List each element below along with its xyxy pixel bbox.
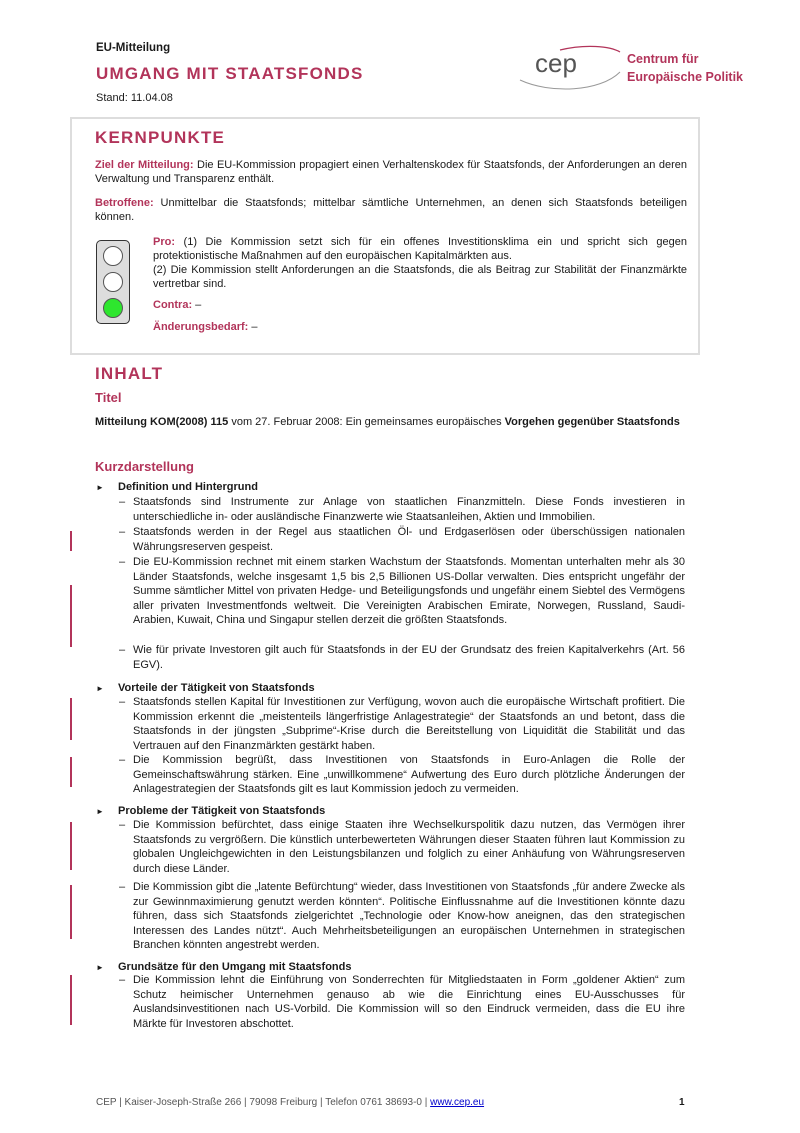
- traffic-light-icon: [96, 240, 130, 324]
- list-item: – Wie für private Investoren gilt auch für Staatsfonds in der EU der Grundsatz des freien Kapitalverkehrs (Art. 56 EGV).: [119, 644, 685, 671]
- section-heading-definition: ► Definition und Hintergrund: [96, 481, 258, 493]
- list-item: – Die Kommission begrüßt, dass Investitionen von Staatsfonds in Euro-Anlagen die Rolle der Gemeinschaftswährung stärken. Eine „unwillkommene“ Aufwertung des Euro durch plötzliche Änderungen der Anlagestrategien der Staatsfonds gilt es laut Kommission jedoch zu vermeiden.: [119, 754, 685, 795]
- footer: [96, 1097, 484, 1108]
- ziel-paragraph: [95, 158, 687, 186]
- betroffene-label: Betroffene:: [95, 197, 154, 209]
- titel-heading: Titel: [95, 390, 122, 405]
- betroffene-text: Unmittelbar die Staatsfonds; mittelbar sämtliche Unternehmen, an denen sich Staatsfonds beteiligen können.: [95, 197, 687, 223]
- traffic-light-middle: [103, 272, 123, 292]
- logo-text: cep: [535, 48, 577, 78]
- aenderung-text: –: [248, 321, 258, 333]
- section-heading-grundsaetze: ► Grundsätze für den Umgang mit Staatsfonds: [96, 961, 352, 973]
- contra-paragraph: [153, 298, 201, 312]
- traffic-light-top: [103, 246, 123, 266]
- aenderung-label: Änderungsbedarf:: [153, 321, 249, 333]
- organization-name: [627, 50, 743, 86]
- section-heading-vorteile: ► Vorteile der Tätigkeit von Staatsfonds: [96, 682, 315, 694]
- list-item: – Die EU-Kommission rechnet mit einem starken Wachstum der Staatsfonds. Momentan unterhalten mehr als 30 Länder Staatsfonds, welche insgesamt 1,5 bis 2,5 Billionen US-Dollar verwalten. Dies entspricht ungefähr der Summe sämtlicher Mittel von privaten Hedge- und Beteiligungsfonds und ungefähr einem Siebtel des Vermögens aller privaten Investmentfonds weltweit. Die Vereinigten Arabischen Emirate, Norwegen, Russland, Saudi-Arabien, Kuwait, China und Singapur stellen derzeit die größten Staatsfonds.: [119, 556, 685, 626]
- ziel-label: Ziel der Mitteilung:: [95, 159, 194, 171]
- pro-text-2: (2) Die Kommission stellt Anforderungen an die Staatsfonds, die als Beitrag zur Stabilität der Finanzmärkte vertretbar sind.: [153, 264, 687, 290]
- list-item: – Die Kommission gibt die „latente Befürchtung“ wieder, dass Investitionen von Staatsfonds „für andere Zwecke als zur Gewinnmaximierung genutzt werden könnten“. Politische Einflussnahme auf die Investitionen könnte dazu führen, dass sich Staatsfonds zielgerichtet „Technologie oder Know-how aneignen, das den strategischen Interessen des Landes nützt“. Auch Mehrheitsbeteiligungen an europäischen Unternehmen in strategischen Branchen könnten angestrebt werden.: [119, 881, 685, 951]
- kernpunkte-title: KERNPUNKTE: [95, 128, 226, 147]
- pro-label: Pro:: [153, 236, 175, 248]
- contra-text: –: [192, 299, 202, 311]
- change-bar: [70, 975, 72, 1025]
- document-date: Stand: 11.04.08: [96, 92, 173, 104]
- titel-paragraph: [95, 415, 687, 429]
- inhalt-title: INHALT: [95, 364, 164, 383]
- list-item: – Die Kommission lehnt die Einführung von Sonderrechten für Mitgliedstaaten in Form „goldener Aktien“ zum Schutz heimischer Unternehmen genauso ab wie die Einrichtung eines EU-Ausschusses für Auslandsinvestitionen nach US-Vorbild. Die Kommission will so den Eindruck vermeiden, dass die EU ihre Märkte für Investoren abschottet.: [119, 974, 685, 1030]
- document-type: EU-Mitteilung: [96, 42, 171, 54]
- change-bar: [70, 757, 72, 787]
- aenderung-paragraph: [153, 320, 258, 334]
- titel-bold-2: Vorgehen gegenüber Staatsfonds: [504, 416, 680, 428]
- footer-address: CEP | Kaiser-Joseph-Straße 266 | 79098 Freiburg | Telefon 0761 38693-0 |: [96, 1097, 431, 1108]
- betroffene-paragraph: [95, 196, 687, 224]
- pro-paragraph: [153, 235, 687, 291]
- org-line-1: Centrum für: [627, 52, 699, 66]
- kurzdarstellung-heading: Kurzdarstellung: [95, 459, 194, 474]
- change-bar: [70, 885, 72, 939]
- org-line-2: Europäische Politik: [627, 70, 744, 84]
- traffic-light-bottom: [103, 298, 123, 318]
- pro-text-1: (1) Die Kommission setzt sich für ein offenes Investitionsklima ein und spricht sich gegen protektionistische Maßnahmen auf den europäischen Kapitalmärkten aus.: [153, 236, 687, 262]
- list-item: – Die Kommission befürchtet, dass einige Staaten ihre Wechselkurspolitik dazu nutzen, das Vermögen ihrer Staatsfonds zu vergrößern. Die künstlich unterbewerteten Währungen dieser Staaten führen laut Kommission zu globalen Ungleichgewichten in den Leistungsbilanzen und folglich zu einer Anhäufung von Währungsreserven durch diese Länder.: [119, 819, 685, 875]
- change-bar: [70, 585, 72, 647]
- change-bar: [70, 531, 72, 551]
- change-bar: [70, 698, 72, 740]
- contra-label: Contra:: [153, 299, 193, 311]
- change-bar: [70, 822, 72, 870]
- titel-normal: vom 27. Februar 2008: Ein gemeinsames europäisches: [228, 416, 505, 428]
- document-title: UMGANG MIT STAATSFONDS: [96, 64, 364, 83]
- footer-link[interactable]: www.cep.eu: [430, 1097, 485, 1108]
- titel-bold-1: Mitteilung KOM(2008) 115: [95, 416, 229, 428]
- ziel-text: Die EU-Kommission propagiert einen Verhaltenskodex für Staatsfonds, der Anforderungen an deren Verwaltung und Transparenz enthält.: [95, 159, 687, 185]
- list-item: – Staatsfonds stellen Kapital für Investitionen zur Verfügung, wovon auch die europäische Wirtschaft profitiert. Die Kommission erkennt die „meistenteils längerfristige Anlagestrategie“ der Staatsfonds an und betont, dass die Staatsfonds in der jüngsten „Subprime“-Krise durch die Bereitstellung von Liquidität die Stabilität und das Vertrauen auf den Finanzmärkten gestärkt haben.: [119, 696, 685, 752]
- list-item: – Staatsfonds werden in der Regel aus staatlichen Öl- und Erdgaserlösen oder überschüssigen nationalen Währungsreserven gespeist.: [119, 526, 685, 553]
- page-number: 1: [679, 1097, 685, 1108]
- section-heading-probleme: ► Probleme der Tätigkeit von Staatsfonds: [96, 805, 326, 817]
- list-item: – Staatsfonds sind Instrumente zur Anlage von staatlichen Finanzmitteln. Diese Fonds investieren in unterschiedliche in- oder ausländische Finanzwerte wie Staatsanleihen, Aktien und Immobilien.: [119, 496, 685, 523]
